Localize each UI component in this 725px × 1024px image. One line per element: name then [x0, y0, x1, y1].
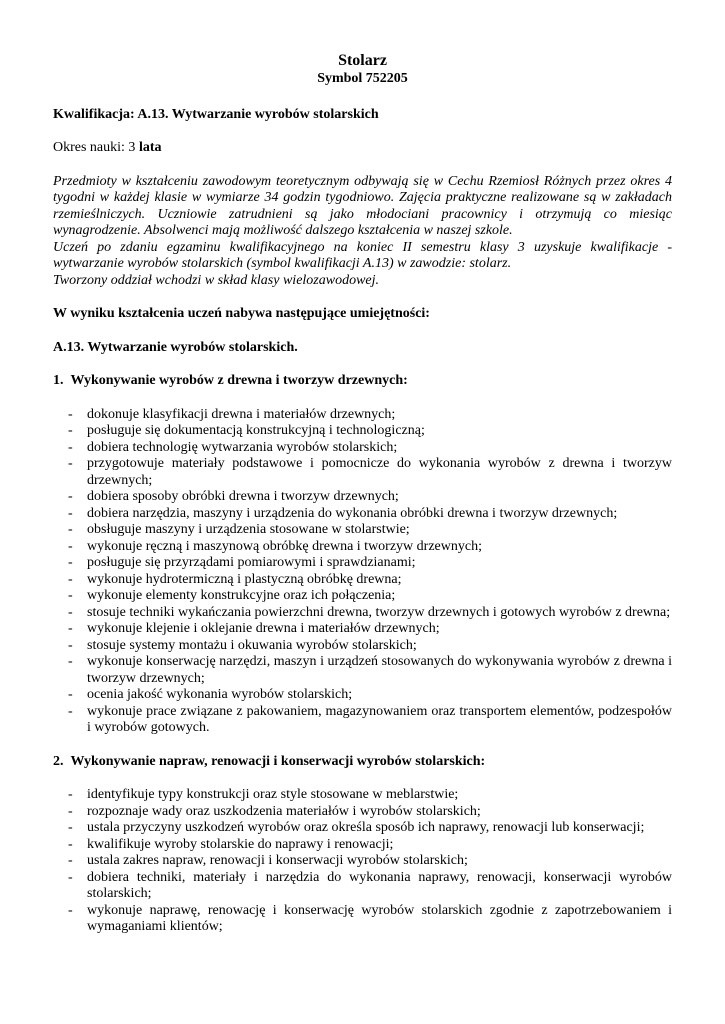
list-dash: -	[68, 571, 73, 587]
list-item-text: stosuje techniki wykańczania powierzchni drewna, tworzyw drzewnych i gotowych wyrobów z drewna;	[87, 604, 671, 620]
list-item-text: dobiera techniki, materiały i narzędzia do wykonania naprawy, renowacji, konserwacji wyrobów stolarskich;	[87, 869, 672, 901]
list-item-text: wykonuje klejenie i oklejanie drewna i materiałów drzewnych;	[87, 621, 440, 636]
list-item	[53, 489, 672, 506]
list-item-text: ocenia jakość wykonania wyrobów stolarskich;	[87, 687, 353, 702]
list-item	[53, 687, 672, 704]
list-item	[53, 654, 672, 687]
list-item-text: ustala zakres napraw, renowacji i konserwacji wyrobów stolarskich;	[87, 853, 468, 868]
list-dash: -	[68, 803, 73, 819]
skills-list	[53, 787, 672, 936]
section-heading	[53, 373, 672, 390]
list-item-text: posługuje się dokumentacją konstrukcyjną i technologiczną;	[87, 423, 425, 438]
list-dash: -	[68, 820, 73, 835]
list-dash: -	[68, 505, 73, 521]
list-item-text: kwalifikuje wyroby stolarskie do naprawy i renowacji;	[87, 836, 394, 852]
list-dash: -	[68, 423, 73, 438]
document-title: Stolarz	[338, 52, 387, 69]
list-item-text: posługuje się przyrządami pomiarowymi i sprawdzianami;	[87, 555, 416, 570]
list-item-text: dobiera technologię wytwarzania wyrobów stolarskich;	[87, 439, 398, 455]
list-dash: -	[68, 836, 73, 852]
list-item	[53, 903, 672, 936]
list-dash: -	[68, 406, 73, 422]
duration-value: lata	[138, 140, 162, 155]
list-dash: -	[68, 555, 73, 570]
list-item-text: wykonuje hydrotermiczną i plastyczną obróbkę drewna;	[87, 571, 402, 587]
intro-text: Uczeń po zdaniu egzaminu kwalifikacyjnego na koniec II semestru klasy 3 uzyskuje kwalifikacje - wytwarzanie wyrobów stolarskich (symbol kwalifikacji A.13) w zawodzie: stolarz.	[53, 239, 672, 271]
section-title: Wykonywanie napraw, renowacji i konserwacji wyrobów stolarskich:	[70, 753, 486, 769]
list-dash: -	[68, 604, 73, 620]
list-item	[53, 423, 672, 440]
list-item	[53, 853, 672, 870]
list-item-text: wykonuje ręczną i maszynową obróbkę drewna i tworzyw drzewnych;	[87, 538, 482, 554]
list-item	[53, 588, 672, 605]
list-item-text: ustala przyczyny uszkodzeń wyrobów oraz określa sposób ich naprawy, renowacji lub konserwacji;	[87, 820, 645, 835]
list-item-text: dobiera narzędzia, maszyny i urządzenia do wykonania obróbki drewna i tworzyw drzewnych;	[87, 505, 618, 521]
list-dash: -	[68, 902, 73, 918]
list-dash: -	[68, 787, 73, 802]
list-item-text: dokonuje klasyfikacji drewna i materiałów drzewnych;	[87, 406, 396, 422]
intro-paragraph	[53, 174, 672, 290]
list-item-text: wykonuje prace związane z pakowaniem, magazynowaniem oraz transportem elementów, podzespołów i wyrobów gotowych.	[87, 703, 672, 735]
list-dash: -	[68, 538, 73, 554]
list-dash: -	[68, 489, 73, 504]
section-heading	[53, 754, 672, 771]
list-dash: -	[68, 588, 73, 603]
list-dash: -	[68, 456, 73, 471]
list-item	[53, 572, 672, 589]
intro-text: Przedmioty w kształceniu zawodowym teoretycznym odbywają się w Cechu Rzemiosł Różnych przez okres 4 tygodni w każdej klasie w wymiarze 34 godzin tygodniowo. Zajęcia praktyczne realizowane są w zakładach rzemieślniczych. Uczniowie zatrudnieni są jako młodociani pracownicy i otrzymują co miesiąc wynagrodzenie. Absolwenci mają możliwość dalszego kształcenia w naszej szkole.	[53, 173, 672, 238]
section-title: Wykonywanie wyrobów z drewna i tworzyw drzewnych:	[70, 373, 408, 388]
list-item-text: obsługuje maszyny i urządzenia stosowane w stolarstwie;	[87, 522, 410, 537]
list-dash: -	[68, 637, 73, 653]
list-item	[53, 407, 672, 424]
list-item-text: przygotowuje materiały podstawowe i pomocnicze do wykonania wyrobów z drewna i tworzyw drzewnych;	[87, 456, 672, 488]
list-item	[53, 522, 672, 539]
list-item	[53, 506, 672, 523]
list-dash: -	[68, 654, 73, 669]
list-item-text: identyfikuje typy konstrukcji oraz style stosowane w meblarstwie;	[87, 787, 459, 802]
list-item	[53, 605, 672, 622]
list-item-text: rozpoznaje wady oraz uszkodzenia materiałów i wyrobów stolarskich;	[87, 803, 481, 819]
skills-heading: W wyniku kształcenia uczeń nabywa następujące umiejętności:	[53, 306, 430, 321]
list-dash: -	[68, 869, 73, 885]
list-item	[53, 440, 672, 457]
qualification-subheading: A.13. Wytwarzanie wyrobów stolarskich.	[53, 339, 298, 355]
list-dash: -	[68, 703, 73, 719]
qualification-heading: Kwalifikacja: A.13. Wytwarzanie wyrobów stolarskich	[53, 106, 379, 122]
list-item-text: dobiera sposoby obróbki drewna i tworzyw drzewnych;	[87, 489, 399, 504]
list-item	[53, 704, 672, 737]
list-item-text: wykonuje naprawę, renowację i konserwację wyrobów stolarskich zgodnie z zapotrzebowaniem i wymaganiami klientów;	[87, 902, 672, 934]
list-item	[53, 638, 672, 655]
list-item	[53, 555, 672, 572]
list-item	[53, 787, 672, 804]
skills-sections	[53, 373, 672, 936]
list-item	[53, 621, 672, 638]
duration-line	[53, 140, 672, 157]
list-item	[53, 837, 672, 854]
list-item-text: wykonuje elementy konstrukcyjne oraz ich połączenia;	[87, 588, 396, 603]
list-item-text: wykonuje konserwację narzędzi, maszyn i urządzeń stosowanych do wykonywania wyrobów z drewna i tworzyw drzewnych;	[87, 654, 672, 686]
list-item	[53, 804, 672, 821]
list-dash: -	[68, 621, 73, 636]
section-number: 2.	[53, 753, 64, 769]
skills-list	[53, 407, 672, 737]
profession-symbol: Symbol 752205	[317, 71, 408, 86]
list-item	[53, 456, 672, 489]
list-dash: -	[68, 853, 73, 868]
list-item	[53, 870, 672, 903]
list-item	[53, 820, 672, 837]
section-number: 1.	[53, 373, 64, 388]
list-dash: -	[68, 522, 73, 537]
list-dash: -	[68, 687, 73, 702]
intro-text: Tworzony oddział wchodzi w skład klasy wielozawodowej.	[53, 272, 380, 288]
list-item-text: stosuje systemy montażu i okuwania wyrobów stolarskich;	[87, 637, 417, 653]
list-dash: -	[68, 439, 73, 455]
duration-label: Okres nauki: 3	[53, 140, 139, 155]
list-item	[53, 539, 672, 556]
